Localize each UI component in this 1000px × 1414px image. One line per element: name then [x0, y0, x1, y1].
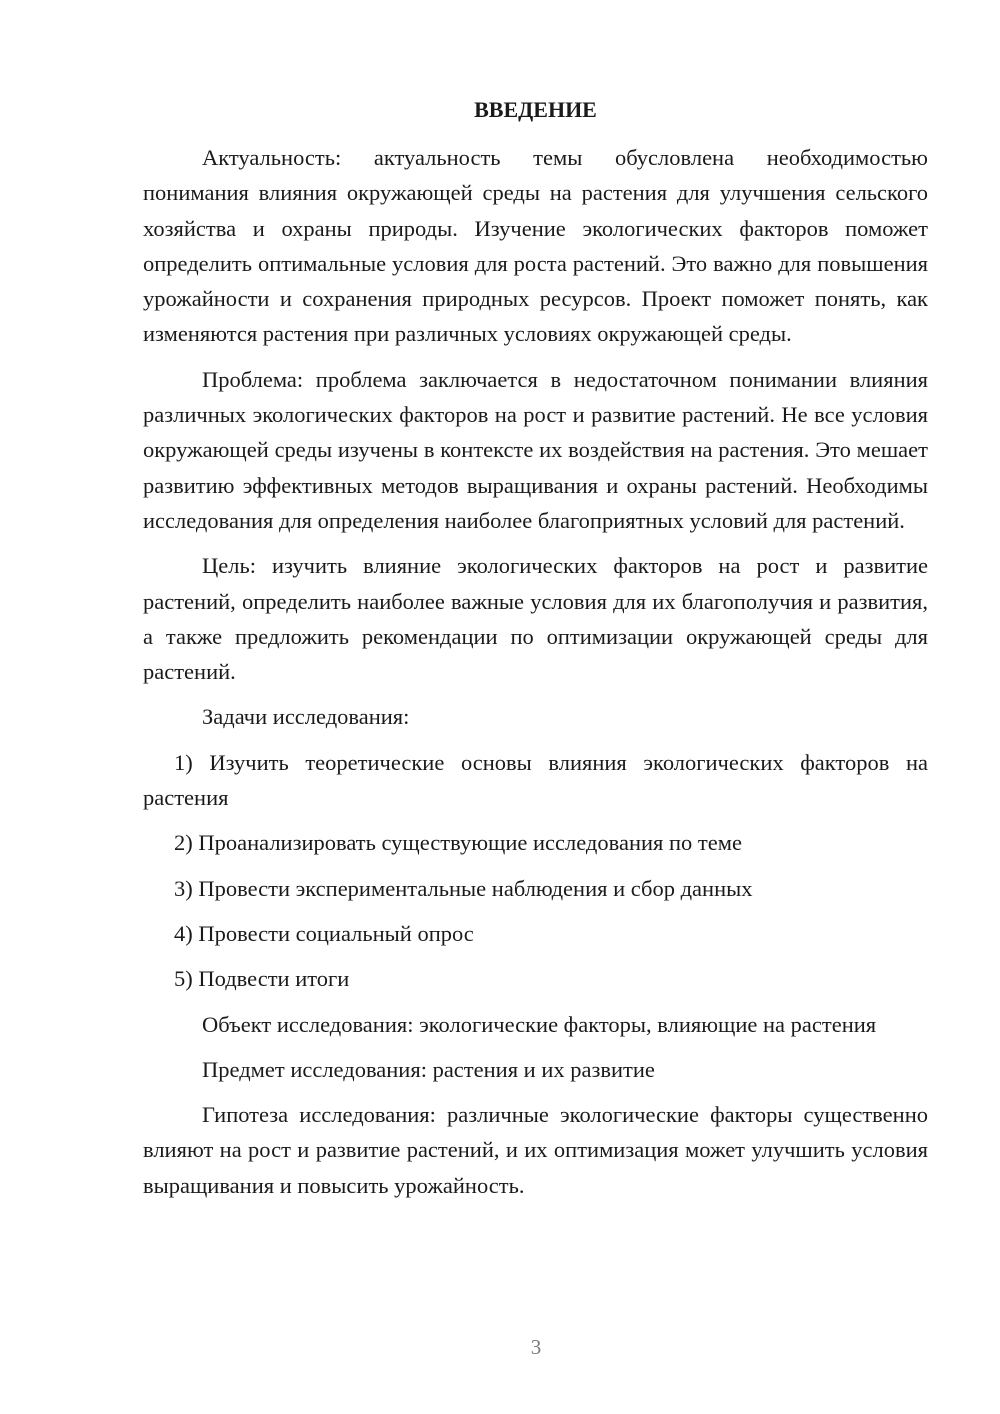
task-item-1: 1) Изучить теоретические основы влияния экологических факторов на растения — [143, 749, 928, 811]
task-item-4: 4) Провести социальный опрос — [174, 920, 474, 946]
hypothesis-paragraph: Гипотеза исследования: различные экологические факторы существенно влияют на рост и развитие растений, и их оптимизация может улучшить условия выращивания и повысить урожайность. — [143, 1102, 928, 1198]
task-item-2: 2) Проанализировать существующие исследования по теме — [174, 830, 742, 856]
tasks-title: Задачи исследования: — [202, 704, 410, 730]
subject-paragraph: Предмет исследования: растения и их развитие — [202, 1056, 655, 1082]
task-item-3: 3) Провести экспериментальные наблюдения и сбор данных — [174, 875, 753, 901]
object-paragraph: Объект исследования: экологические факторы, влияющие на растения — [202, 1011, 877, 1037]
goal-paragraph: Цель: изучить влияние экологических факторов на рост и развитие растений, определить наиболее важные условия для их благополучия и развития, а также предложить рекомендации по оптимизации окружающей среды для растений. — [143, 553, 928, 685]
section-heading: ВВЕДЕНИЕ — [474, 97, 597, 122]
page-number: 3 — [530, 1335, 542, 1359]
relevance-paragraph: Актуальность: актуальность темы обусловлена необходимостью понимания влияния окружающей среды на растения для улучшения сельского хозяйства и охраны природы. Изучение экологических факторов поможет определить оптимальные условия для роста растений. Это важно для повышения урожайности и сохранения природных ресурсов. Проект поможет понять, как изменяются растения при различных условиях окружающей среды. — [143, 145, 928, 347]
document-body — [143, 95, 928, 1213]
problem-paragraph: Проблема: проблема заключается в недостаточном понимании влияния различных экологических факторов на рост и развитие растений. Не все условия окружающей среды изучены в контексте их воздействия на растения. Это мешает развитию эффективных методов выращивания и охраны растений. Необходимы исследования для определения наиболее благоприятных условий для растений. — [143, 366, 928, 533]
task-item-5: 5) Подвести итоги — [174, 966, 350, 992]
